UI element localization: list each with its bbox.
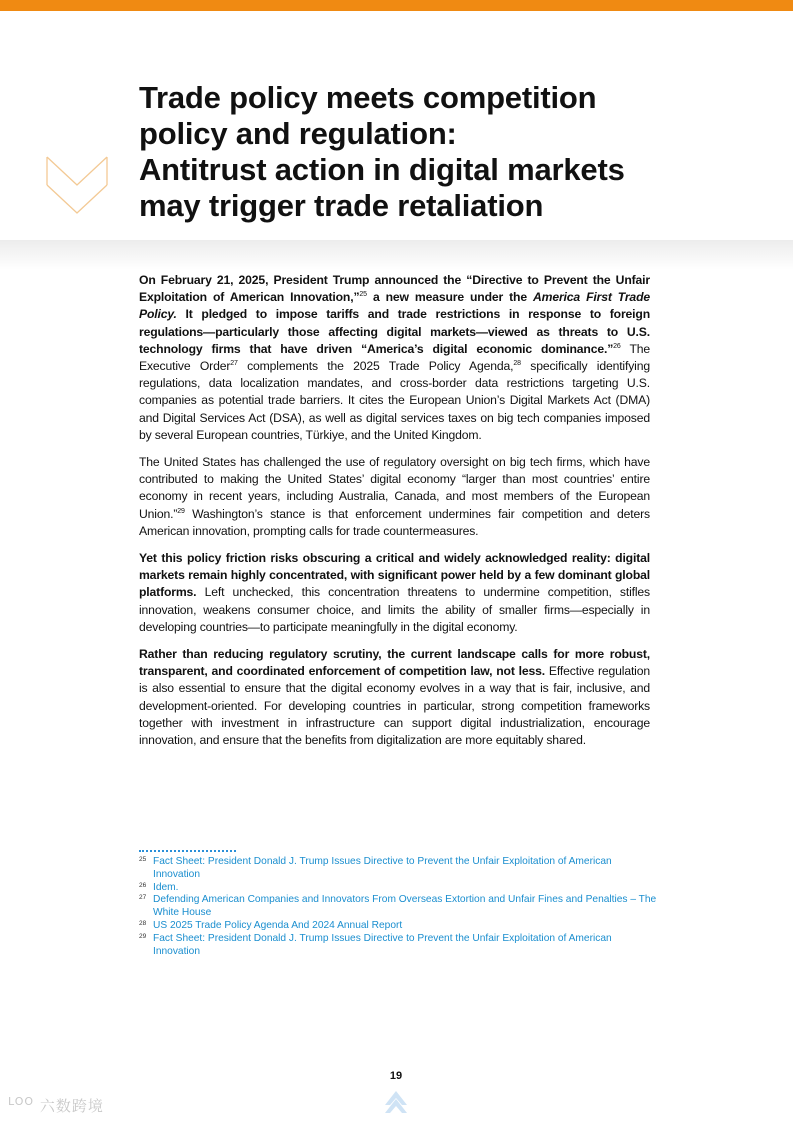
- body-text: Left unchecked, this concentration threatens to undermine competition, stifles innovation, weakens consumer choice, and limits the ability of smaller firms—especially in developing countries—to participate meaningfully in the digital economy.: [139, 585, 650, 634]
- footnote-link[interactable]: Fact Sheet: President Donald J. Trump Issues Directive to Prevent the Unfair Exploitation of American Innovation: [153, 856, 612, 880]
- title-line: Trade policy meets competition: [139, 80, 597, 115]
- bold-text: Yet this policy friction risks obscuring a critical and widely acknowledged reality: digital markets remain highly concentrated, with significant power held by a few dominant global platforms.: [139, 551, 650, 600]
- footnote-ref[interactable]: 27: [230, 359, 238, 367]
- chevron-down-icon: [44, 152, 110, 218]
- top-accent-bar: [0, 0, 793, 11]
- paragraph-3: [139, 550, 650, 636]
- body-text: specifically identifying regulations, data localization mandates, and cross-border data restrictions targeting U.S. companies as potential trade barriers. It cites the European Union’s Digital Markets Act (DMA) and Digital Services Act (DSA), as well as digital services taxes on big tech companies imposed by several European countries, Türkiye, and the United Kingdom.: [139, 359, 650, 442]
- footnote-item[interactable]: [139, 856, 659, 882]
- page-title: [139, 80, 739, 224]
- footnote-item[interactable]: [139, 882, 659, 895]
- footnote-ref[interactable]: 26: [613, 342, 621, 350]
- footnotes: [139, 850, 659, 958]
- title-line: Antitrust action in digital markets: [139, 152, 625, 187]
- title-line: may trigger trade retaliation: [139, 188, 544, 223]
- footnote-item[interactable]: [139, 920, 659, 933]
- body-text: Effective regulation is also essential to ensure that the digital economy evolves in a way that is fair, inclusive, and development-oriented. For developing countries in particular, strong competition frameworks together with investment in infrastructure can support digital industrialization, encourage innovation, and ensure that the benefits from digitalization are more equitably shared.: [139, 664, 650, 748]
- watermark: [8, 1095, 104, 1116]
- footnote-ref[interactable]: 29: [177, 507, 185, 515]
- bold-text: Rather than reducing regulatory scrutiny, the current landscape calls for more robust, transparent, and coordinated enforcement of competition law, not less.: [139, 647, 650, 679]
- footnote-link[interactable]: Defending American Companies and Innovators From Overseas Extortion and Unfair Fines and Penalties – The White House: [153, 894, 657, 919]
- paragraph-2: [139, 454, 650, 540]
- header-divider: [0, 240, 793, 270]
- footnote-number: 27: [139, 894, 147, 902]
- emphasis-text: America First Trade Policy.: [139, 290, 650, 322]
- footnote-link[interactable]: Idem.: [153, 881, 179, 893]
- footnote-item[interactable]: [139, 894, 659, 920]
- bold-text: On February 21, 2025, President Trump announced the “Directive to Prevent the Unfair Exploitation of American Innovation,”: [139, 273, 650, 305]
- footnote-divider: [139, 850, 236, 852]
- footnote-ref[interactable]: 25: [359, 291, 367, 299]
- body-text: The Executive Order: [139, 341, 650, 374]
- footnote-number: 25: [139, 856, 147, 863]
- footnote-item[interactable]: [139, 933, 659, 959]
- bold-text: It pledged to impose tariffs and trade restrictions in response to foreign regulations—particularly those affecting digital markets—viewed as threats to U.S. technology firms that have driven “America’s digital economic dominance.”: [139, 307, 650, 356]
- watermark-logo: LOO: [8, 1095, 35, 1108]
- footnote-number: 26: [139, 881, 147, 889]
- footnote-link[interactable]: Fact Sheet: President Donald J. Trump Issues Directive to Prevent the Unfair Exploitation of American Innovation: [153, 932, 612, 957]
- body-text: The United States has challenged the use of regulatory oversight on big tech firms, which have contributed to making the United States’ digital economy “larger than most countries’ entire economy in recent years, including Australia, Canada, and most members of the European Union.”: [139, 455, 650, 521]
- footnote-number: 29: [139, 932, 147, 940]
- back-to-top-icon[interactable]: [383, 1089, 409, 1115]
- footnote-link[interactable]: US 2025 Trade Policy Agenda And 2024 Annual Report: [153, 919, 403, 931]
- page-number: 19: [389, 1070, 403, 1082]
- bold-text: a new measure under the: [366, 290, 533, 305]
- footnote-number: 28: [139, 919, 147, 927]
- paragraph-1: [139, 272, 650, 444]
- paragraph-4: [139, 646, 650, 749]
- article-body: [139, 272, 650, 759]
- title-line: policy and regulation:: [139, 116, 457, 151]
- body-text: complements the 2025 Trade Policy Agenda,: [237, 359, 514, 374]
- footnote-ref[interactable]: 28: [513, 359, 521, 367]
- body-text: Washington’s stance is that enforcement undermines fair competition and deters American innovation, prompting calls for trade countermeasures.: [139, 506, 650, 538]
- watermark-text: 六数跨境: [39, 1097, 104, 1115]
